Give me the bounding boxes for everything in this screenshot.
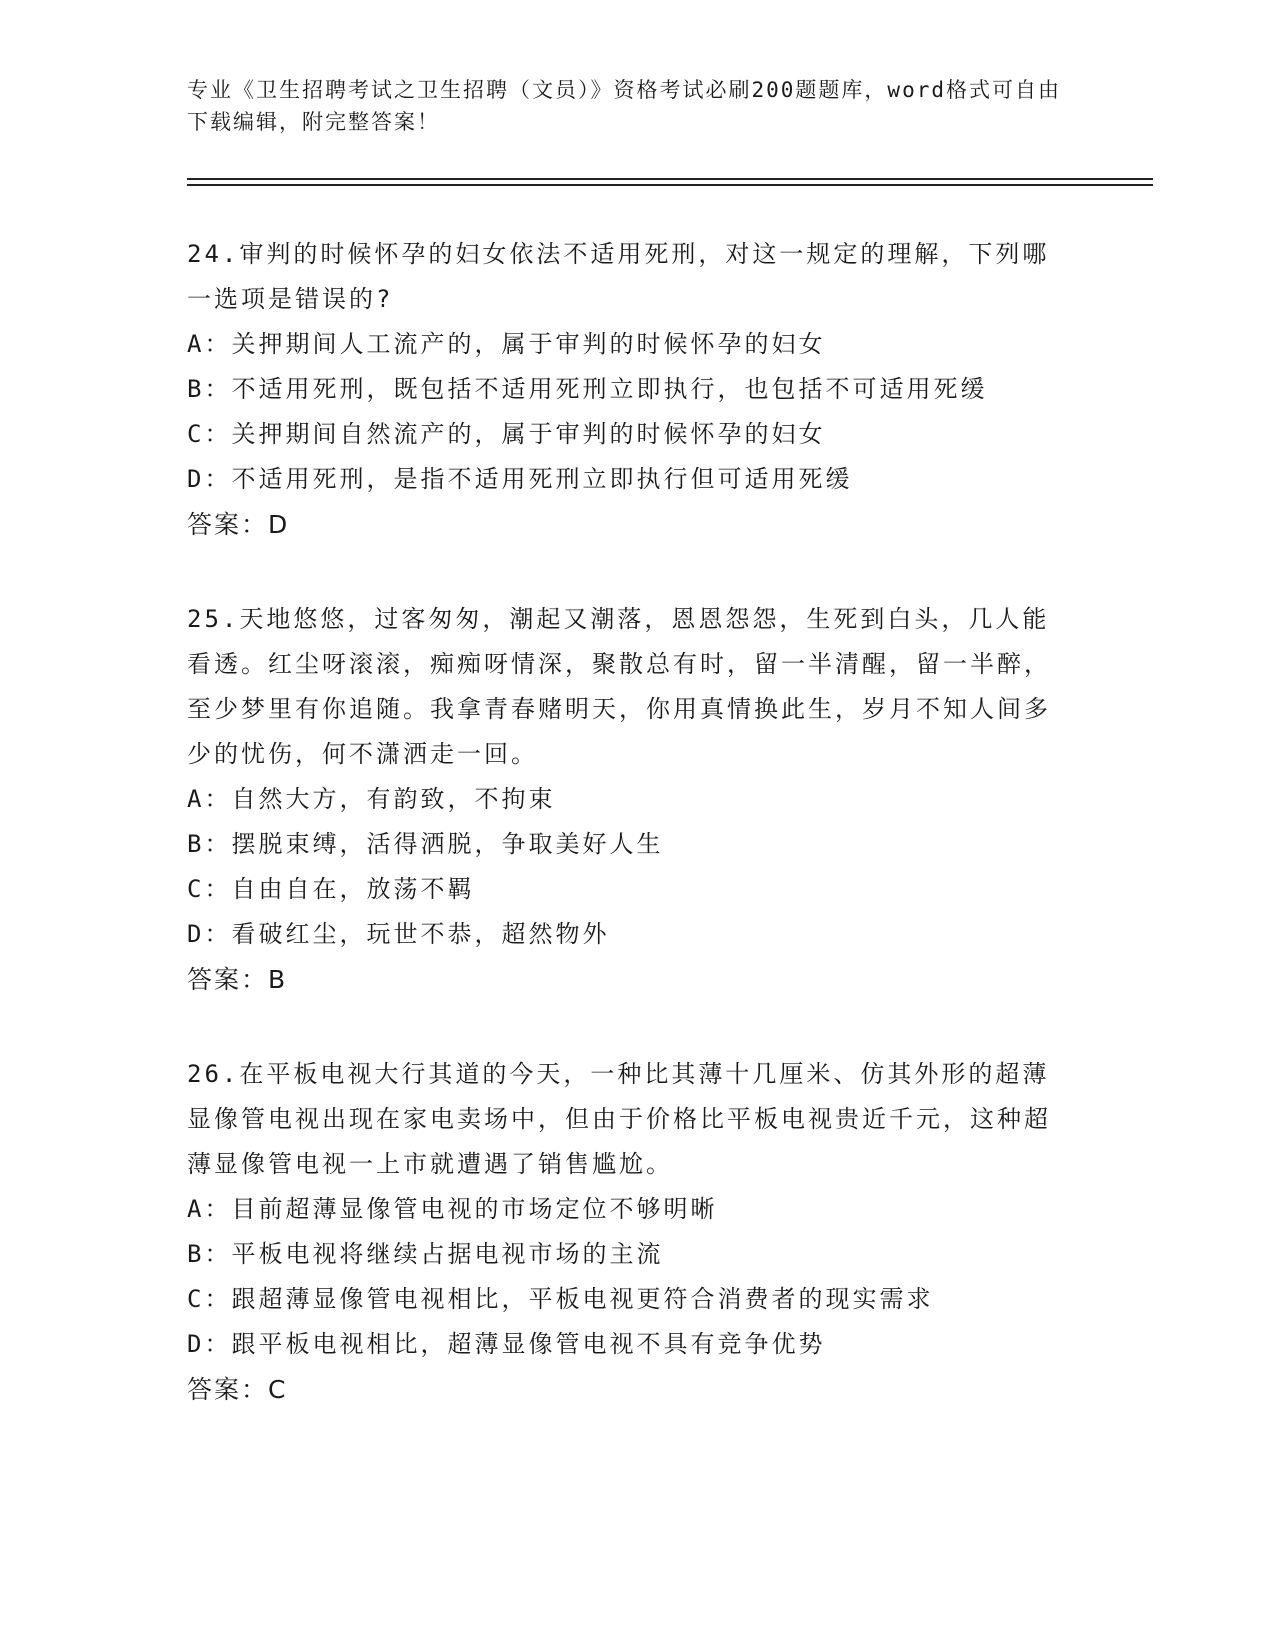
option-a: A：自然大方，有韵致，不拘束 <box>187 785 556 813</box>
answer: 答案：C <box>187 1375 288 1404</box>
question-text: 25.天地悠悠，过客匆匆，潮起又潮落，恩恩怨怨，生死到白头，几人能看透。红尘呀滚滚，痴痴呀情深，聚散总有时，留一半清醒，留一半醉，至少梦里有你追随。我拿青春赌明天，你用真情换此生，岁月不知人间多少的忧伤，何不潇洒走一回。 <box>187 605 1051 768</box>
question-26 <box>187 1052 1067 1413</box>
header-divider-bottom <box>187 184 1153 186</box>
option-d: D：看破红尘，玩世不恭，超然物外 <box>187 920 610 948</box>
question-text: 24.审判的时候怀孕的妇女依法不适用死刑，对这一规定的理解，下列哪一选项是错误的? <box>187 240 1050 313</box>
document-header: 专业《卫生招聘考试之卫生招聘（文员）》资格考试必刷200题题库，word格式可自由下载编辑，附完整答案！ <box>187 78 1061 134</box>
question-24 <box>187 232 1067 548</box>
question-25 <box>187 597 1067 1003</box>
option-b: B：不适用死刑，既包括不适用死刑立即执行，也包括不可适用死缓 <box>187 375 988 403</box>
header-divider-top <box>187 178 1153 180</box>
option-a: A：关押期间人工流产的，属于审判的时候怀孕的妇女 <box>187 330 826 358</box>
question-text: 26.在平板电视大行其道的今天，一种比其薄十几厘米、仿其外形的超薄显像管电视出现在家电卖场中，但由于价格比平板电视贵近千元，这种超薄显像管电视一上市就遭遇了销售尴尬。 <box>187 1060 1051 1178</box>
option-b: B：摆脱束缚，活得洒脱，争取美好人生 <box>187 830 664 858</box>
option-d: D：跟平板电视相比，超薄显像管电视不具有竞争优势 <box>187 1330 826 1358</box>
option-c: C：自由自在，放荡不羁 <box>187 875 475 903</box>
option-c: C：跟超薄显像管电视相比，平板电视更符合消费者的现实需求 <box>187 1285 934 1313</box>
option-c: C：关押期间自然流产的，属于审判的时候怀孕的妇女 <box>187 420 826 448</box>
option-a: A：目前超薄显像管电视的市场定位不够明晰 <box>187 1195 718 1223</box>
answer: 答案：B <box>187 965 288 994</box>
option-d: D：不适用死刑，是指不适用死刑立即执行但可适用死缓 <box>187 465 853 493</box>
answer: 答案：D <box>187 510 290 539</box>
option-b: B：平板电视将继续占据电视市场的主流 <box>187 1240 664 1268</box>
